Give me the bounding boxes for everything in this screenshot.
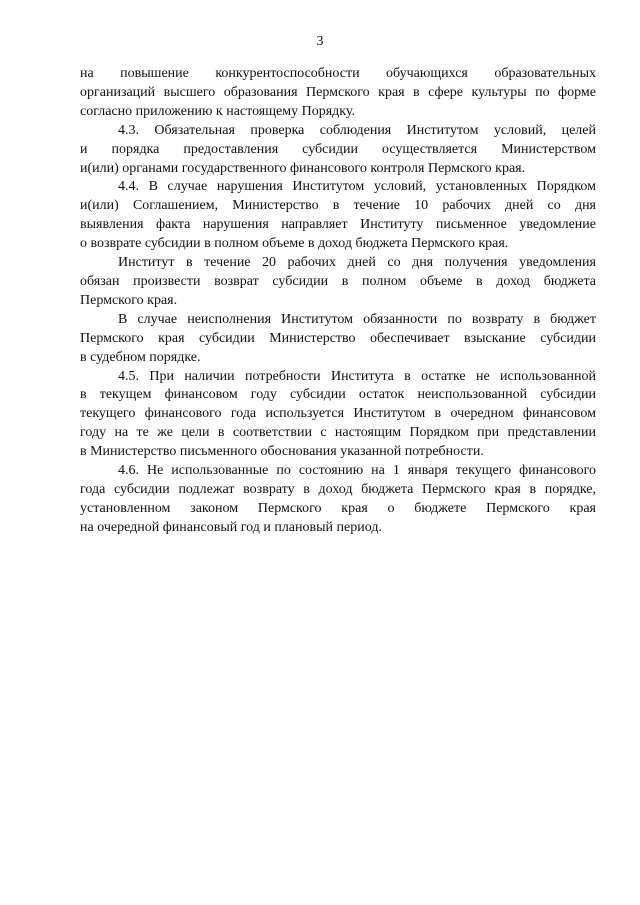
text-line: 4.6. Не использованные по состоянию на 1 января текущего финансового (118, 463, 596, 479)
paragraph-4-4 (80, 178, 596, 254)
text-line: текущего финансового года используется Институтом в очередном финансовом (80, 406, 596, 422)
text-line: на очередной финансовый год и плановый период. (80, 519, 382, 535)
text-line: 4.5. При наличии потребности Института в остатке не использованной (118, 368, 596, 384)
text-line: и(или) органами государственного финансового контроля Пермского края. (80, 160, 526, 176)
paragraph-4-5 (80, 368, 596, 463)
text-line: выявления факта нарушения направляет Институту письменное уведомление (80, 217, 596, 233)
text-line: Пермского края. (80, 292, 178, 308)
paragraph-4-3 (80, 122, 596, 179)
text-line: в судебном порядке. (80, 349, 201, 365)
text-line: В случае неисполнения Институтом обязанности по возврату в бюджет (118, 311, 596, 327)
text-line: году на те же цели в соответствии с настоящим Порядком при представлении (80, 425, 596, 441)
paragraph-continuation (80, 65, 596, 122)
paragraph-refund-deadline (80, 254, 596, 311)
text-line: в Министерство письменного обоснования указанной потребности. (80, 444, 484, 460)
text-line: установленном законом Пермского края о бюджете Пермского края (80, 500, 596, 516)
paragraph-4-6 (80, 462, 596, 538)
text-line: года субсидии подлежат возврату в доход бюджета Пермского края в порядке, (80, 481, 596, 497)
text-line: 4.3. Обязательная проверка соблюдения Институтом условий, целей (118, 122, 596, 138)
text-line: на повышение конкурентоспособности обучающихся образовательных (80, 66, 596, 81)
text-line: Институт в течение 20 рабочих дней со дня получения уведомления (118, 255, 596, 271)
text-line: и(или) Соглашением, Министерство в течение 10 рабочих дней со дня (80, 198, 596, 214)
document-body (80, 65, 596, 538)
text-line: организаций высшего образования Пермского края в сфере культуры по форме (80, 84, 596, 100)
text-line: в текущем финансовом году субсидии остаток неиспользованной субсидии (80, 387, 596, 403)
text-line: Пермского края субсидии Министерство обеспечивает взыскание субсидии (80, 330, 596, 346)
page-number: 3 (316, 34, 324, 49)
paragraph-judicial-recovery (80, 311, 596, 368)
text-line: согласно приложению к настоящему Порядку. (80, 103, 355, 119)
text-line: и порядка предоставления субсидии осуществляется Министерством (80, 141, 596, 157)
text-line: о возврате субсидии в полном объеме в доход бюджета Пермского края. (80, 236, 509, 252)
text-line: обязан произвести возврат субсидии в полном объеме в доход бюджета (80, 273, 596, 289)
text-line: 4.4. В случае нарушения Институтом условий, установленных Порядком (118, 179, 596, 195)
